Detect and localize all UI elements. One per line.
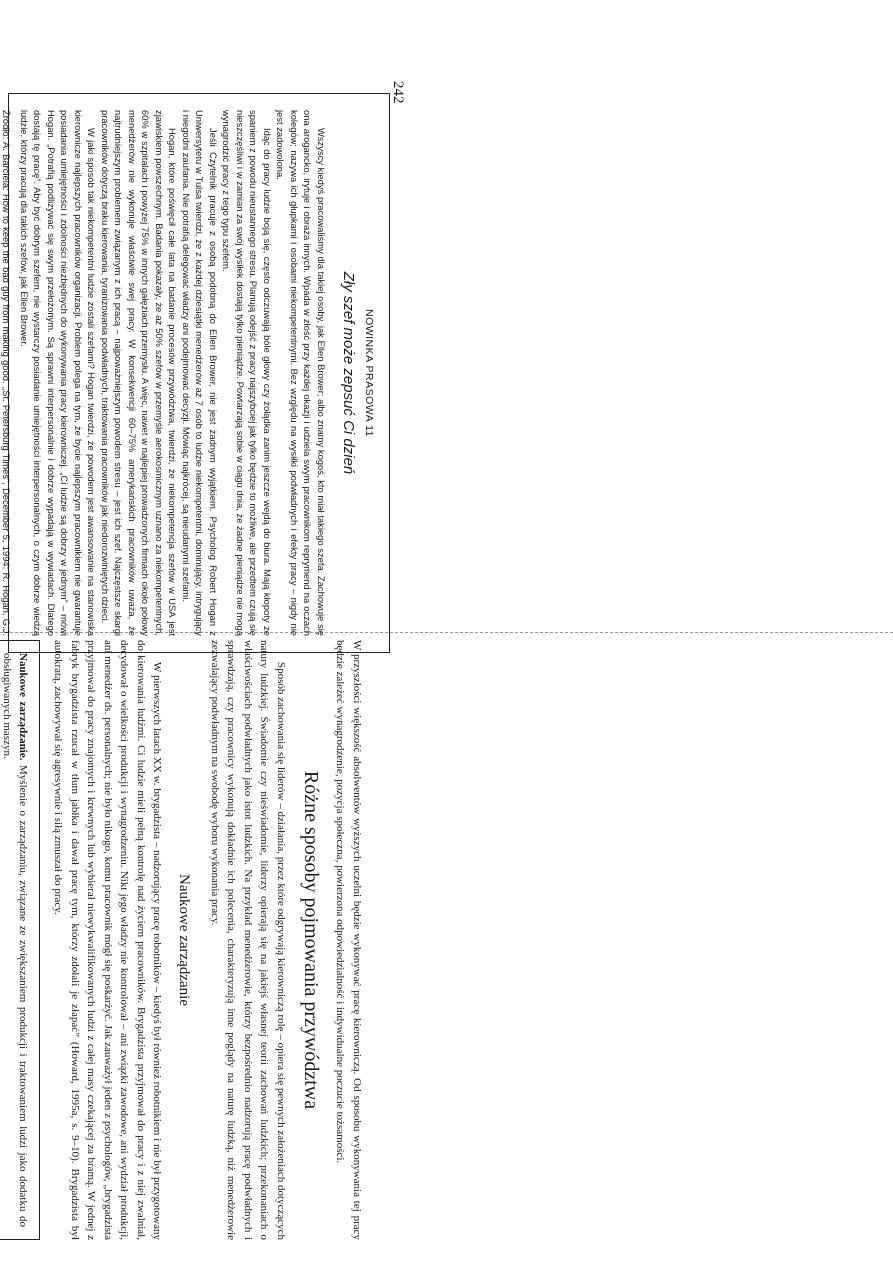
news-box: [1, 93, 390, 653]
box-paragraph: Wszyscy kiedyś pracowaliśmy dla takiej osoby, jak Ellen Brower; albo znamy kogoś, kto miał takiego szefa. Zachowuje się ona arogancko, irytuje i obraża innych. Wpada w złość przy każdej okazji i udziela swym pracownikom reprymend na oczach kolegów; nazywa ich głupkami i osobami niekompetentnymi. Bez względu na wysiłki podwładnych i efekty pracy – nigdy nie jest zadowolona.: [275, 110, 327, 636]
section-1-paragraph: Sposób zachowania się liderów – działania, przez które odgrywają kierowniczą rolę – opiera się pewnych założeniach dotyczących natury ludzkiej. Świadomie czy nieświadomie, liderzy opierają się na jakiejś własnej teorii zachowań ludzkich; przekonaniach o właściwościach podwładnych jako istot ludzkich. Na przykład menedżerowie, którzy bezpośrednio nadzorują pracę podwładnych i sprawdzają, czy pracownicy wykonują dokładnie ich polecenia, charakteryzują inne poglądy na naturę ludzką, niż menedżerowie zezwalający podwładnym na swobodę wyboru wykonania pracy.: [209, 640, 287, 1240]
definition-box: [0, 640, 40, 1240]
intro-paragraph: W przyszłości większość absolwentów wyższych uczelni będzie wykonywać pracę kierowniczą. Od sposobu wykonywania tej pracy będzie zależeć wynagrodzenie, pozycja społeczna, powierzona odpowiedzialność i indywidualne poczucie tożsamości.: [334, 640, 363, 1240]
box-paragraph: Hogan, które poświęcił całe lata na badanie procesów przywództwa, twierdzi, że niekompetencja szefów w USA jest zjawiskiem powszechnym. Badania pokazały, że aż 50% szefów w przemyśle aerokosmicznym uznano za niekompetentnych, 60% w szpitalach i powyżej 75% w innych gałęziach przemysłu. A więc, nawet w najlepiej prowadzonych firmach około połowy menedżerów nie wykonuje właściwie swej pracy. W konsekwencji 60–75% amerykańskich pracowników uważa, że najtrudniejszym problemem związanym z ich pracą – najpoważniejszym powodem stresu – jest ich szef. Najczęstsze skargi pracowników dotyczą braku kierowania, tyranizowania podwładnych, traktowania pracowników jak niedorozwiniętych dzieci.: [100, 110, 179, 636]
box-title: Zły szef może zepsuć Ci dzień: [340, 271, 357, 475]
box-paragraph: W jaki sposób tak niekompetentni ludzie zostali szefami? Hogan twierdzi, że powodem jest awansowanie na stanowiska kierownicze najlepszych pracowników organizacji. Problem polega na tym, że bycie najlepszym pracownikiem nie gwarantuje posiadania umiejętności i zdolności niezbędnych do wykonywania pracy kierowniczej. „Ci ludzie są dobrzy w jednym” – mówi Hogan. „Potrafią podlizywać się swym przełożonym. Są sprawni interpersonalnie i dobrze wypadają w wywiadach. Dlatego dostają tę pracę”. Aby być dobrym szefem, nie wystarczy posiadanie umiejętności interpersonalnych, o czym dobrze wiedzą ludzie, którzy pracują dla takich szefów, jak Ellen Brower.: [19, 110, 98, 636]
page-number-left: 242: [390, 81, 406, 104]
heading-rozne-sposoby: Różne sposoby pojmowania przywództwa: [300, 770, 322, 1110]
definition-term: Naukowe zarządzanie.: [17, 653, 29, 761]
box-paragraph: Jeśli Czytelnik pracuje z osobą podobną do Ellen Brower, nie jest żadnym wyjątkiem. Psycholog Robert Hogan z Uniwersytetu w Tulsa twierdzi, że z każdej dziesiątki menedżerów aż 7 osób to ludzie niekompetentni, dominujący, intrygujący i niegodni zaufania. Nie potrafią delegować władzy ani podejmować decyzji. Mówiąc najkrócej, są nieudanymi szefami.: [181, 110, 219, 636]
box-source: Źródło: A. Barciela: How to keep the bad guy from making good. „St. Petersburg Times”, December 5, 1994; R. Hogan, G.J.: [1, 110, 13, 636]
box-label: NOWINKA PRASOWA 11: [363, 308, 375, 438]
definition-text: Myślenie o zarządzaniu, związane ze zwiększaniem produkcji i traktowaniem ludzi jako dodatku do obsługiwanych maszyn.: [1, 653, 29, 1228]
box-paragraph: Idąc do pracy ludzie boją się, często odczuwają bóle głowy czy żołądka zanim jeszcze wejdą do biura. Mają kłopoty ze spaniem z powodu nieustannego stresu. Planują odejść z pracy najszybciej jak tylko będzie to możliwe, ale przedtem czują się nieszczęśliwi i w zamian za swój wysiłek dostają tylko pieniądze. Powtarzają sobie w ciągu dnia, że żadne pieniądze nie mogą wynagrodzić pracy z tego typu szefem.: [221, 110, 273, 636]
right-page: [0, 640, 365, 1240]
heading-naukowe-zarzadzanie: Naukowe zarządzanie: [176, 874, 193, 1006]
left-page: [0, 81, 406, 683]
section-2-paragraph: W pierwszych latach XX w. brygadzista – nadzorujący pracę robotników – kiedyś był również robotnikiem i nie był przygotowany do kierowania ludźmi. Ci ludzie mieli pełną kontrolę nad życiem pracowników. Brygadzista przyjmował do pracy i z niej zwalniał, decydował o wielkości produkcji i wynagrodzeniu. Nikt jego władzy nie kontrolował – ani związki zawodowe, ani wydział produkcji, ani menedżer ds. personalnych; nie było nikogo, komu pracownik mógł się poskarżyć. Jak zauważył jeden z psychologów, „brygadzista przyjmował do pracy znajomych i krewnych lub wybierał niewykwalifikowanych ludzi z całej masy czekającej za bramą. W jednej z fabryk brygadzista rzucał w tłum jabłka i dawał pracę tym, którzy zdołali je złapać” (Howard, 1995a, s. 9–10). Brygadzista był autokratą, zachowywał się agresywnie i siłą zmuszał do pracy.: [52, 640, 164, 1240]
